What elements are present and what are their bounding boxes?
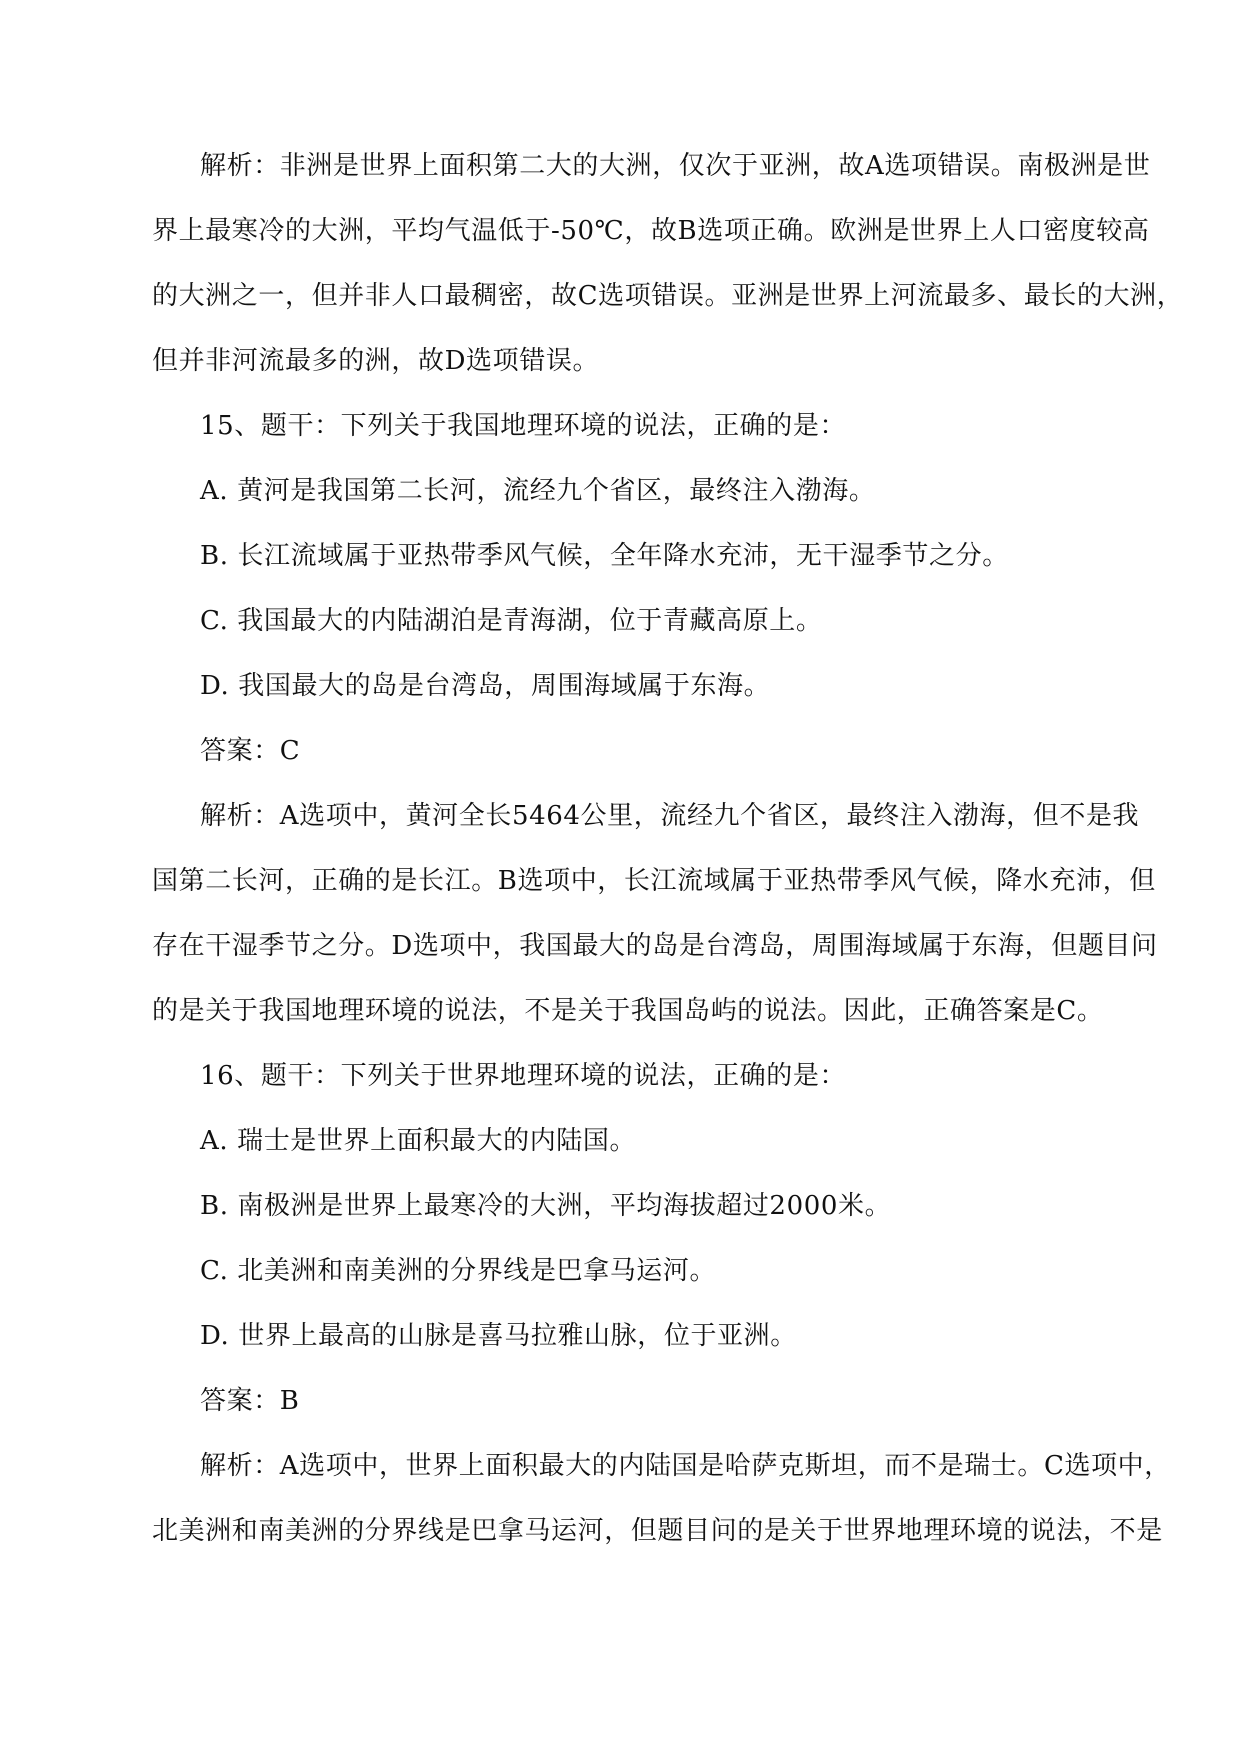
option-d: D. 我国最大的岛是台湾岛，周围海域属于东海。 <box>200 671 771 701</box>
answer: 答案：B <box>200 1386 300 1416</box>
explanation-line: 解析：A选项中，世界上面积最大的内陆国是哈萨克斯坦，而不是瑞士。C选项中， <box>200 1451 1171 1481</box>
option-a: A. 黄河是我国第二长河，流经九个省区，最终注入渤海。 <box>200 476 876 506</box>
option-c: C. 北美洲和南美洲的分界线是巴拿马运河。 <box>200 1256 717 1286</box>
answer: 答案：C <box>200 736 301 766</box>
option-b: B. 长江流域属于亚热带季风气候，全年降水充沛，无干湿季节之分。 <box>200 541 1009 571</box>
explanation-line: 但并非河流最多的洲，故D选项错误。 <box>152 346 600 376</box>
option-b: B. 南极洲是世界上最寒冷的大洲，平均海拔超过2000米。 <box>200 1191 892 1221</box>
option-d: D. 世界上最高的山脉是喜马拉雅山脉，位于亚洲。 <box>200 1321 797 1351</box>
explanation-line: 北美洲和南美洲的分界线是巴拿马运河，但题目问的是关于世界地理环境的说法，不是 <box>152 1516 1163 1546</box>
option-c: C. 我国最大的内陆湖泊是青海湖，位于青藏高原上。 <box>200 606 823 636</box>
explanation-line: 存在干湿季节之分。D选项中，我国最大的岛是台湾岛，周围海域属于东海，但题目问 <box>152 931 1158 961</box>
explanation-line: 界上最寒冷的大洲，平均气温低于-50℃，故B选项正确。欧洲是世界上人口密度较高 <box>152 216 1150 246</box>
explanation-line: 解析：非洲是世界上面积第二大的大洲，仅次于亚洲，故A选项错误。南极洲是世 <box>200 151 1151 181</box>
explanation-line: 国第二长河，正确的是长江。B选项中，长江流域属于亚热带季风气候，降水充沛，但 <box>152 866 1156 896</box>
question-stem: 16、题干：下列关于世界地理环境的说法，正确的是： <box>200 1061 847 1091</box>
option-a: A. 瑞士是世界上面积最大的内陆国。 <box>200 1126 637 1156</box>
explanation-line: 的是关于我国地理环境的说法，不是关于我国岛屿的说法。因此，正确答案是C。 <box>152 996 1104 1026</box>
explanation-line: 的大洲之一，但并非人口最稠密，故C选项错误。亚洲是世界上河流最多、最长的大洲， <box>152 281 1184 311</box>
explanation-line: 解析：A选项中，黄河全长5464公里，流经九个省区，最终注入渤海，但不是我 <box>200 801 1140 831</box>
question-stem: 15、题干：下列关于我国地理环境的说法，正确的是： <box>200 411 847 441</box>
